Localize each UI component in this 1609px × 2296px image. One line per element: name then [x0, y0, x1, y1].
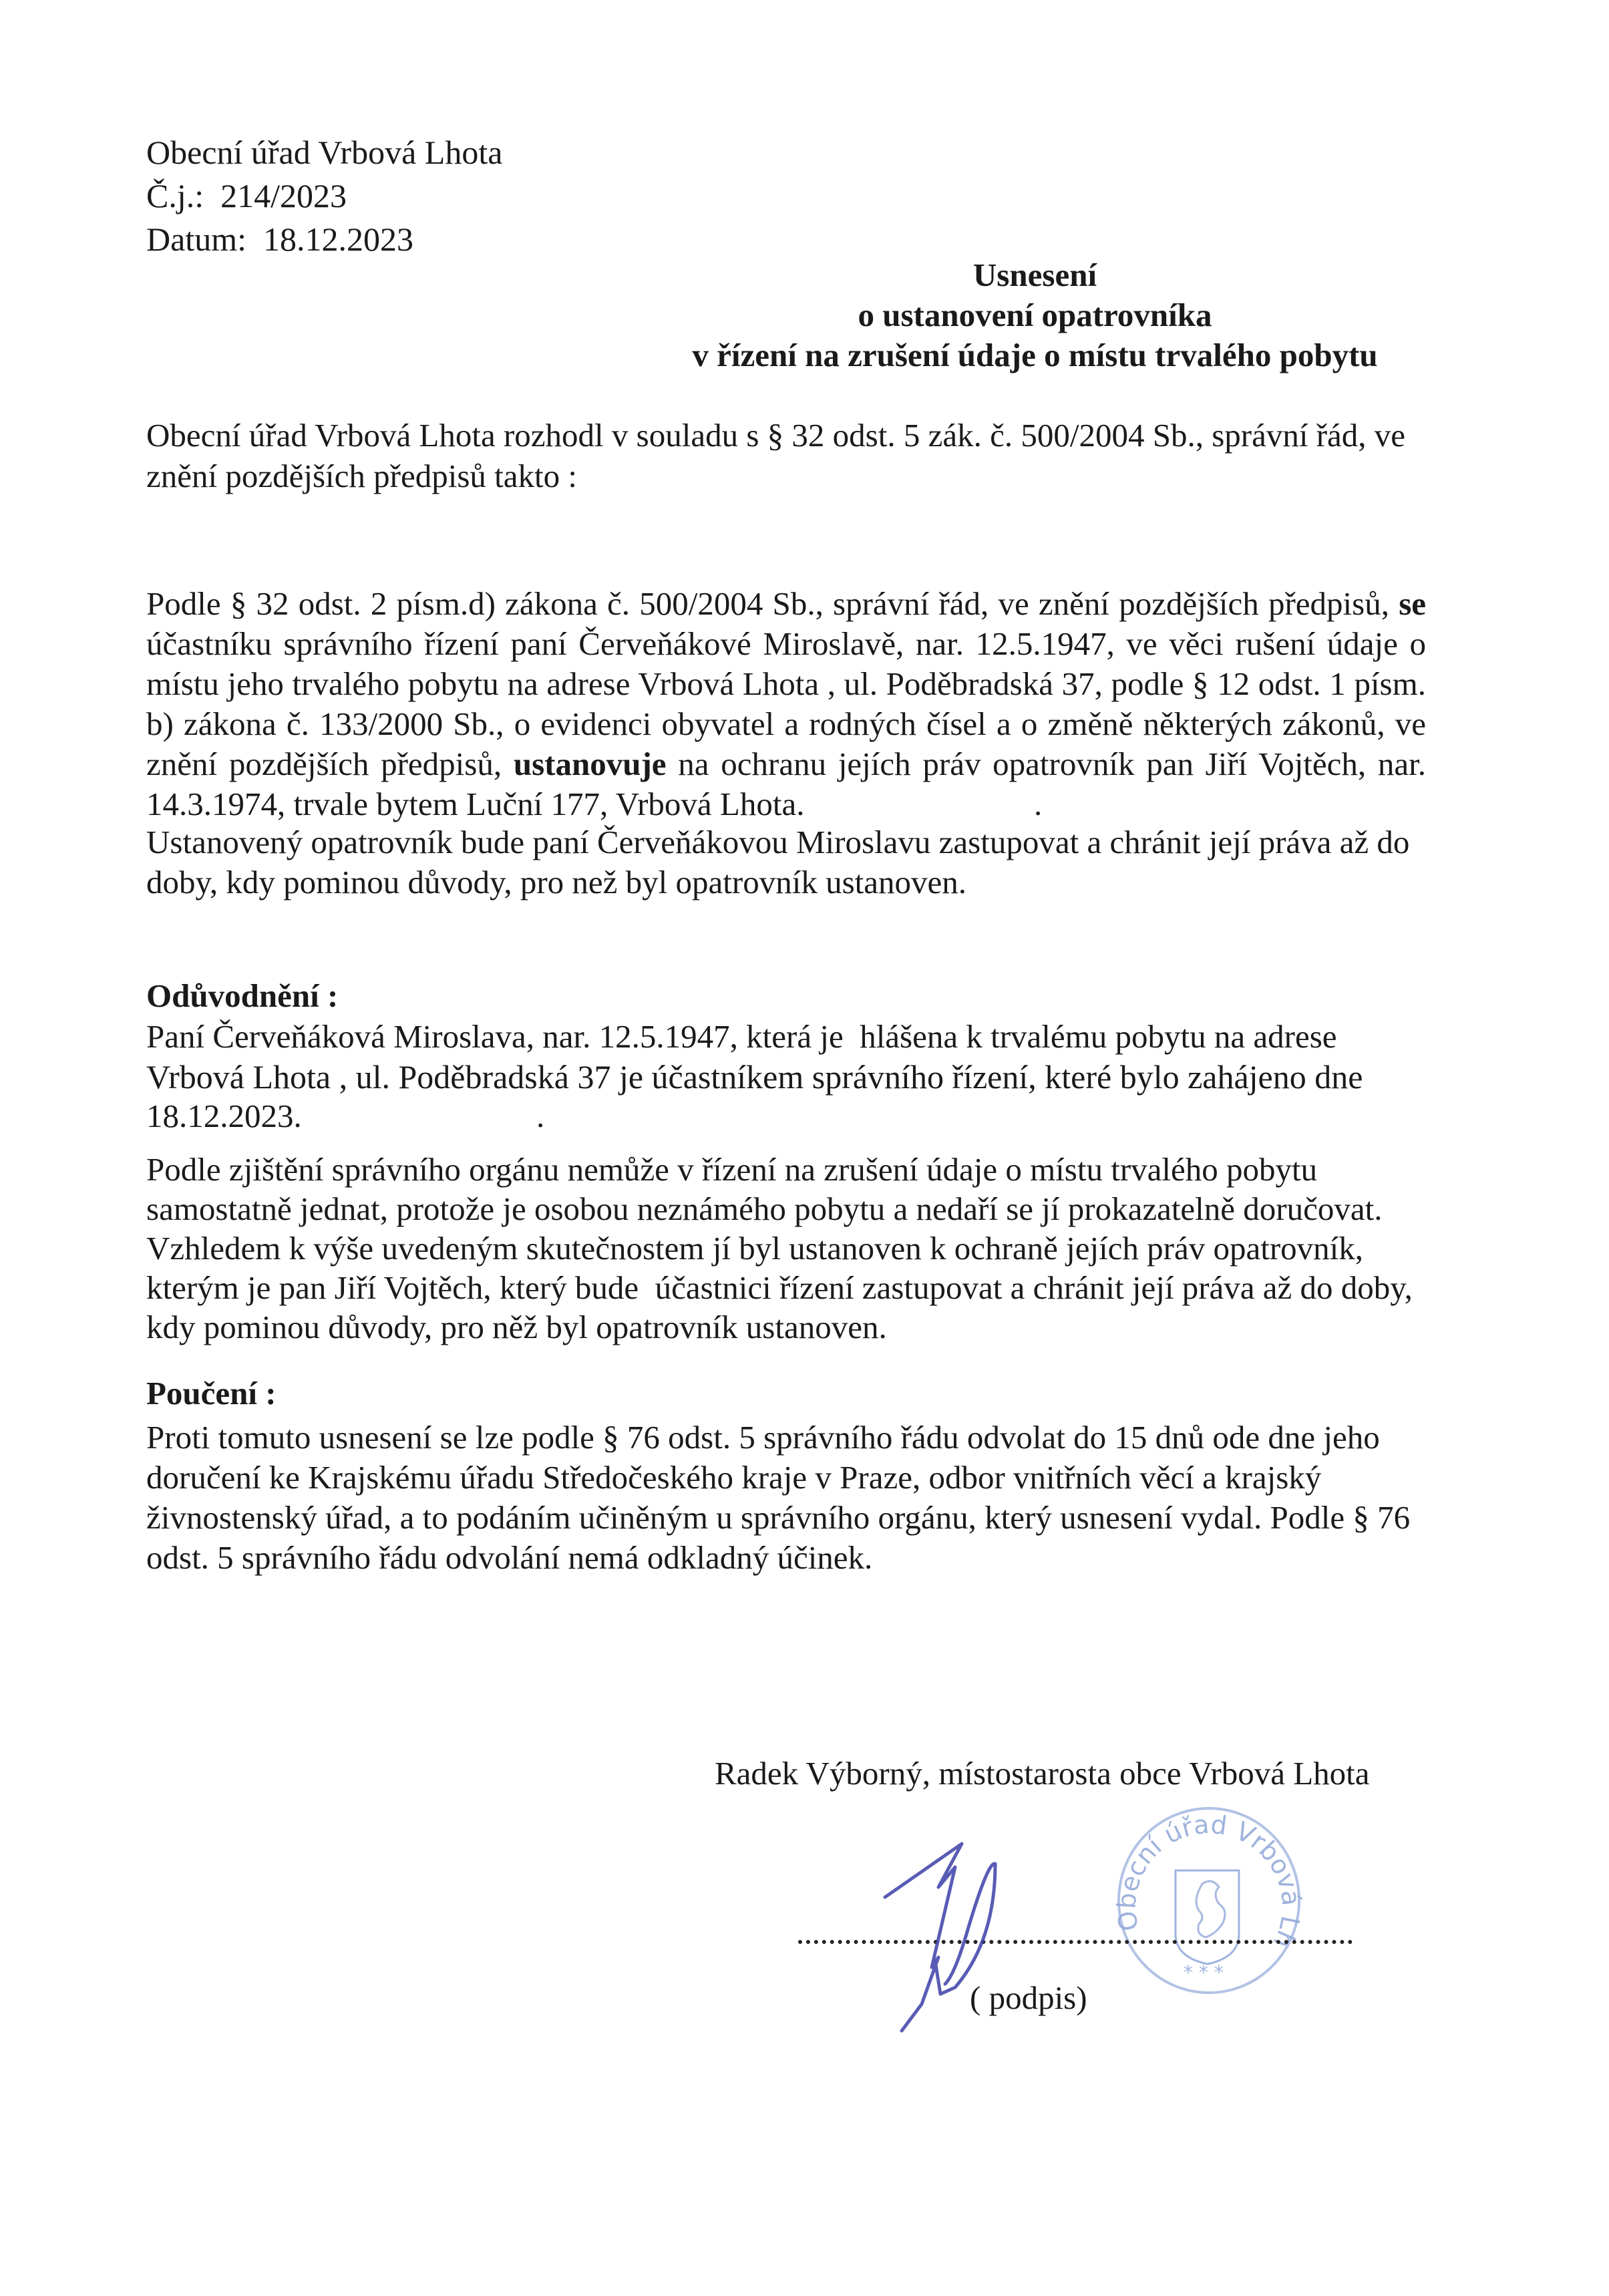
instruction-line: živnostenský úřad, a to podáním učiněným u správního orgánu, který usnesení vydal. Podle § 76 — [146, 1499, 1411, 1536]
decision-text: Podle § 32 odst. 2 písm.d) zákona č. 500/2004 Sb., správní řád, ve znění pozdějších předpisů, — [146, 585, 1389, 622]
decision-text: na ochranu jejích práv opatrovník pan Jiří Vojtěch, nar. — [678, 746, 1427, 782]
official-stamp — [1109, 1804, 1309, 1997]
reference-number — [146, 176, 347, 216]
justification-line: Podle zjištění správního orgánu nemůže v řízení na zrušení údaje o místu trvalého pobytu — [146, 1151, 1318, 1188]
document-title: Usnesení — [972, 257, 1097, 293]
justification-line: samostatně jednat, protože je osobou neznámého pobytu a nedaří se jí prokazatelně doručovat. — [146, 1190, 1383, 1227]
date-label: Datum: — [146, 220, 246, 258]
document-date — [146, 219, 413, 259]
justification-line: kdy pominou důvody, pro něž byl opatrovník ustanoven. — [146, 1309, 887, 1345]
decision-bold-se: se — [1399, 585, 1427, 622]
date-value: 18.12.2023 — [262, 220, 413, 258]
guardian-line: Ustanovený opatrovník bude paní Červeňákovou Miroslavu zastupovat a chránit její práva až do — [146, 824, 1410, 860]
instruction-line: odst. 5 správního řádu odvolání nemá odkladný účinek. — [146, 1539, 873, 1576]
guardian-line: doby, kdy pominou důvody, pro než byl opatrovník ustanoven. — [146, 864, 967, 900]
justification-line: 18.12.2023. — [146, 1098, 302, 1134]
decision-line: b) zákona č. 133/2000 Sb., o evidenci obyvatel a rodných čísel a o změně některých zákonů, ve — [146, 705, 1426, 742]
instruction-line: doručení ke Krajskému úřadu Středočeského kraje v Praze, odbor vnitřních věcí a krajský — [146, 1459, 1322, 1496]
document-subtitle-2: v řízení na zrušení údaje o místu trvalého pobytu — [692, 337, 1378, 373]
signatory-name: Radek Výborný, místostarosta obce Vrbová Lhota — [715, 1755, 1370, 1792]
stray-dot: . — [536, 1098, 545, 1134]
decision-line: místu jeho trvalého pobytu na adrese Vrbová Lhota , ul. Poděbradská 37, podle § 12 odst. 1 písm. — [146, 665, 1426, 702]
instruction-line: Proti tomuto usnesení se lze podle § 76 odst. 5 správního řádu odvolat do 15 dnů ode dne jeho — [146, 1419, 1380, 1456]
decision-text: znění pozdějších předpisů, — [146, 746, 502, 782]
justification-line: kterým je pan Jiří Vojtěch, který bude účastnici řízení zastupovat a chránit její práva až do doby, — [146, 1269, 1413, 1306]
decision-line: účastníku správního řízení paní Červeňákové Miroslavě, nar. 12.5.1947, ve věci rušení údaje o — [146, 625, 1426, 662]
office-name: Obecní úřad Vrbová Lhota — [146, 134, 503, 171]
coat-of-arms-shield-icon — [1176, 1870, 1239, 1964]
intro-line: znění pozdějších předpisů takto : — [146, 458, 577, 494]
justification-line: Vrbová Lhota , ul. Poděbradská 37 je účastníkem správního řízení, které bylo zahájeno dne — [146, 1058, 1363, 1096]
stamp-graphic — [1109, 1804, 1309, 1997]
document-subtitle: o ustanovení opatrovníka — [858, 297, 1212, 333]
reference-value: 214/2023 — [220, 177, 347, 214]
stray-dot: . — [1034, 786, 1043, 822]
decision-bold-ustanovuje: ustanovuje — [513, 746, 667, 782]
lion-icon — [1196, 1881, 1225, 1937]
instruction-heading: Poučení : — [146, 1375, 277, 1412]
justification-line: Paní Červeňáková Miroslava, nar. 12.5.1947, která je hlášena k trvalému pobytu na adrese — [146, 1018, 1337, 1055]
decision-line: 14.3.1974, trvale bytem Luční 177, Vrbová Lhota. — [146, 786, 805, 822]
signature-caption: ( podpis) — [970, 1979, 1087, 2016]
justification-heading: Odůvodnění : — [146, 977, 339, 1014]
justification-line: Vzhledem k výše uvedeným skutečnostem jí byl ustanoven k ochraně jejích práv opatrovník, — [146, 1230, 1364, 1267]
intro-line: Obecní úřad Vrbová Lhota rozhodl v souladu s § 32 odst. 5 zák. č. 500/2004 Sb., správní řád, ve — [146, 417, 1406, 454]
decision-line — [146, 744, 1426, 784]
stamp-stars: * * * — [1184, 1961, 1224, 1983]
decision-line — [146, 584, 1426, 624]
stamp-text: Obecní úřad Vrbová Lh — [1111, 1809, 1306, 1953]
reference-label: Č.j.: — [146, 177, 204, 214]
